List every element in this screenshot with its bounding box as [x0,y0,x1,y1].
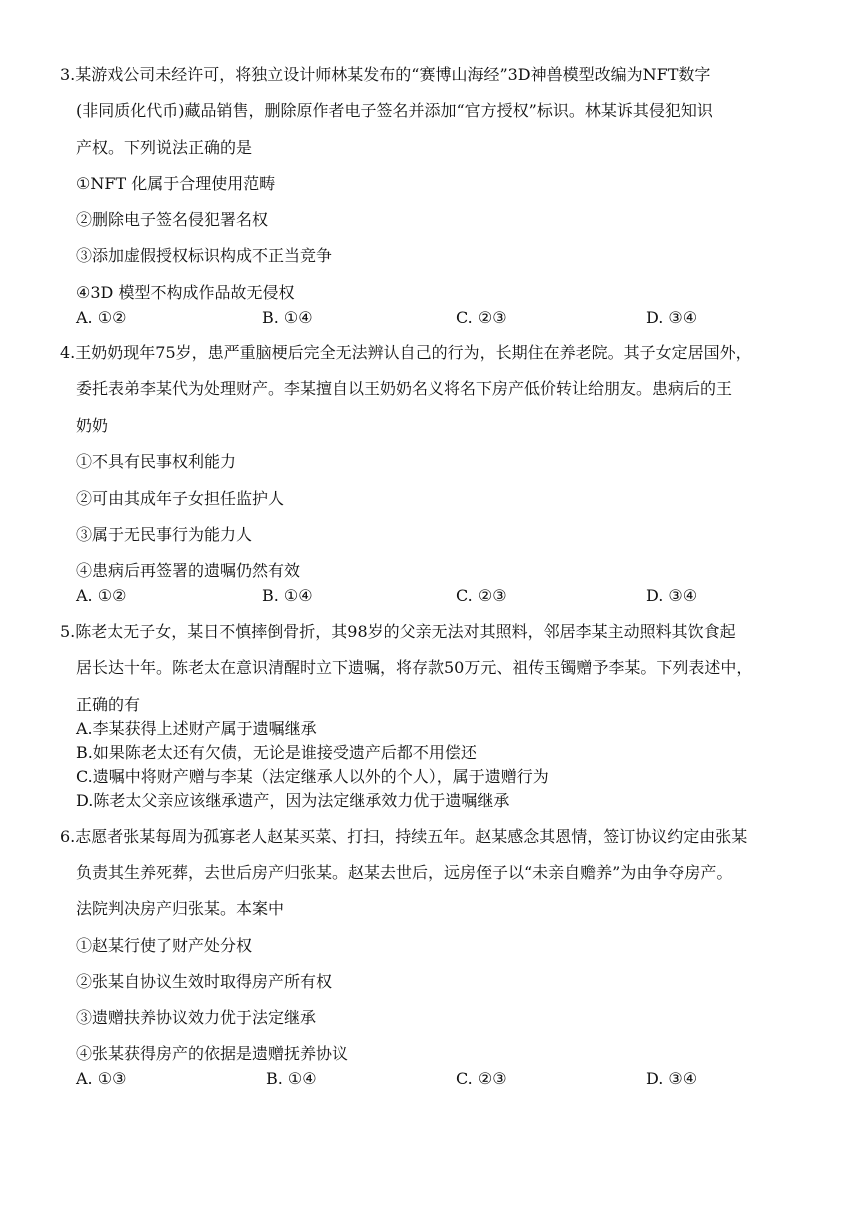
question-3-options [0,307,860,329]
option-c[interactable]: C. ②③ [456,308,507,327]
question-4-stem-line-1: 4.王奶奶现年75岁，患严重脑梗后完全无法辨认自己的行为，长期住在养老院。其子女定居国外， [60,343,752,362]
option-d[interactable]: D. ③④ [646,308,698,327]
question-3-item-2: ②删除电子签名侵犯署名权 [76,210,269,229]
question-4-stem-line-2: 委托表弟李某代为处理财产。李某擅自以王奶奶名义将名下房产低价转让给朋友。患病后的王 [76,379,733,398]
option-d[interactable]: D. ③④ [646,1069,698,1088]
question-4-stem-line-3: 奶奶 [76,416,109,435]
question-6-stem-line-3: 法院判决房产归张某。本案中 [76,899,285,918]
choice-b[interactable]: B.如果陈老太还有欠债，无论是谁接受遗产后都不用偿还 [76,743,477,762]
question-6-item-1: ①赵某行使了财产处分权 [76,936,253,955]
question-3-item-3: ③添加虚假授权标识构成不正当竞争 [76,246,333,265]
option-b[interactable]: B. ①④ [262,308,313,327]
question-6-stem-line-1: 6.志愿者张某每周为孤寡老人赵某买菜、打扫，持续五年。赵某感念其恩情，签订协议约定由张某 [60,827,748,846]
question-4-item-3: ③属于无民事行为能力人 [76,525,253,544]
question-4-options [0,585,860,607]
choice-c[interactable]: C.遗嘱中将财产赠与李某（法定继承人以外的个人），属于遗赠行为 [76,767,549,786]
question-3-stem-line-2: (非同质化代币)藏品销售，删除原作者电子签名并添加“官方授权”标识。林某诉其侵犯知识 [76,101,713,120]
option-b[interactable]: B. ①④ [262,586,313,605]
question-5-stem-line-1: 5.陈老太无子女，某日不慎摔倒骨折，其98岁的父亲无法对其照料，邻居李某主动照料其饮食起 [60,622,736,641]
question-6-item-3: ③遗赠扶养协议效力优于法定继承 [76,1008,317,1027]
question-6-item-4: ④张某获得房产的依据是遗赠抚养协议 [76,1044,349,1063]
option-a[interactable]: A. ①② [76,586,127,605]
question-3-stem-line-1: 3.某游戏公司未经许可，将独立设计师林某发布的“赛博山海经”3D神兽模型改编为NFT数字 [60,65,711,84]
question-6-stem-line-2: 负责其生养死葬，去世后房产归张某。赵某去世后，远房侄子以“未亲自赡养”为由争夺房产。 [76,863,733,882]
option-c[interactable]: C. ②③ [456,1069,507,1088]
option-a[interactable]: A. ①③ [76,1069,127,1088]
question-6-options [0,1068,860,1090]
option-a[interactable]: A. ①② [76,308,127,327]
choice-d[interactable]: D.陈老太父亲应该继承遗产，因为法定继承效力优于遗嘱继承 [76,791,510,810]
question-3-item-1: ①NFT 化属于合理使用范畴 [76,174,276,193]
question-5-stem-line-3: 正确的有 [76,695,141,714]
question-4-item-2: ②可由其成年子女担任监护人 [76,489,285,508]
question-4-item-4: ④患病后再签署的遗嘱仍然有效 [76,561,301,580]
question-6-item-2: ②张某自协议生效时取得房产所有权 [76,972,333,991]
choice-a[interactable]: A.李某获得上述财产属于遗嘱继承 [76,719,317,738]
option-c[interactable]: C. ②③ [456,586,507,605]
option-d[interactable]: D. ③④ [646,586,698,605]
question-3-item-4: ④3D 模型不构成作品故无侵权 [76,283,295,302]
question-3-stem-line-3: 产权。下列说法正确的是 [76,138,253,157]
question-5-stem-line-2: 居长达十年。陈老太在意识清醒时立下遗嘱，将存款50万元、祖传玉镯赠予李某。下列表述中， [76,658,753,677]
option-b[interactable]: B. ①④ [266,1069,317,1088]
question-4-item-1: ①不具有民事权利能力 [76,452,237,471]
